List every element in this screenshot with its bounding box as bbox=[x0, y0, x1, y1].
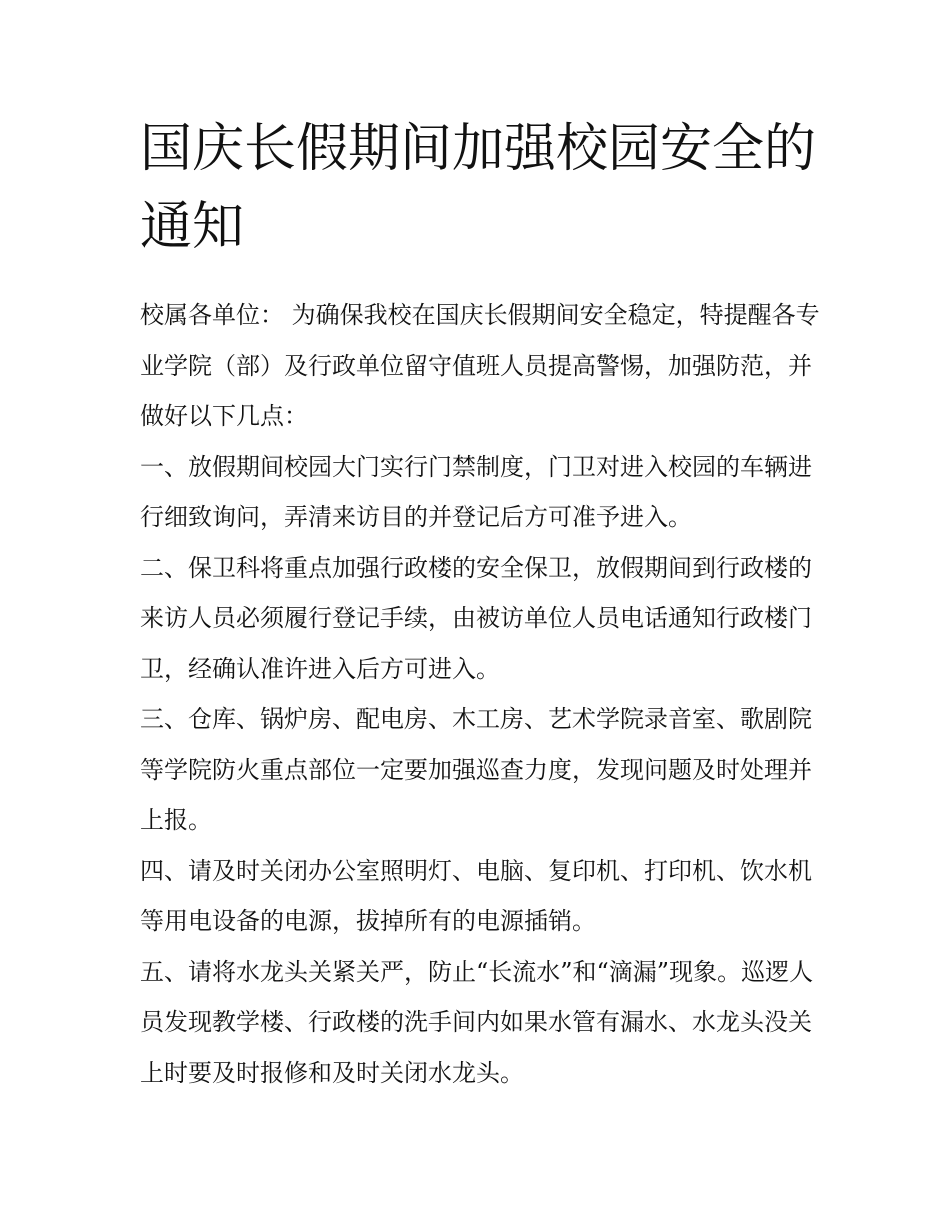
item-paragraph-5: 五、请将水龙头关紧关严，防止“长流水”和“滴漏”现象。巡逻人员发现教学楼、行政楼的洗手间内如果水管有漏水、水龙头没关上时要及时报修和及时关闭水龙头。 bbox=[140, 957, 814, 1087]
item-paragraph-2: 二、保卫科将重点加强行政楼的安全保卫，放假期间到行政楼的来访人员必须履行登记手续，由被访单位人员电话通知行政楼门卫，经确认准许进入后方可进入。 bbox=[140, 553, 812, 683]
document-title: 国庆长假期间加强校园安全的通知 bbox=[140, 119, 817, 257]
item-paragraph-1: 一、放假期间校园大门实行门禁制度，门卫对进入校园的车辆进行细致询问，弄清来访目的并登记后方可准予进入。 bbox=[140, 452, 812, 531]
document-page bbox=[140, 110, 820, 1098]
salutation-paragraph: 校属各单位： 为确保我校在国庆长假期间安全稳定，特提醒各专业学院（部）及行政单位留守值班人员提高警惕，加强防范，并做好以下几点： bbox=[140, 301, 820, 430]
item-paragraph-3: 三、仓库、锅炉房、配电房、木工房、艺术学院录音室、歌剧院等学院防火重点部位一定要加强巡查力度，发现问题及时处理并上报。 bbox=[140, 705, 812, 834]
item-paragraph-4: 四、请及时关闭办公室照明灯、电脑、复印机、打印机、饮水机等用电设备的电源，拔掉所有的电源插销。 bbox=[140, 856, 812, 935]
